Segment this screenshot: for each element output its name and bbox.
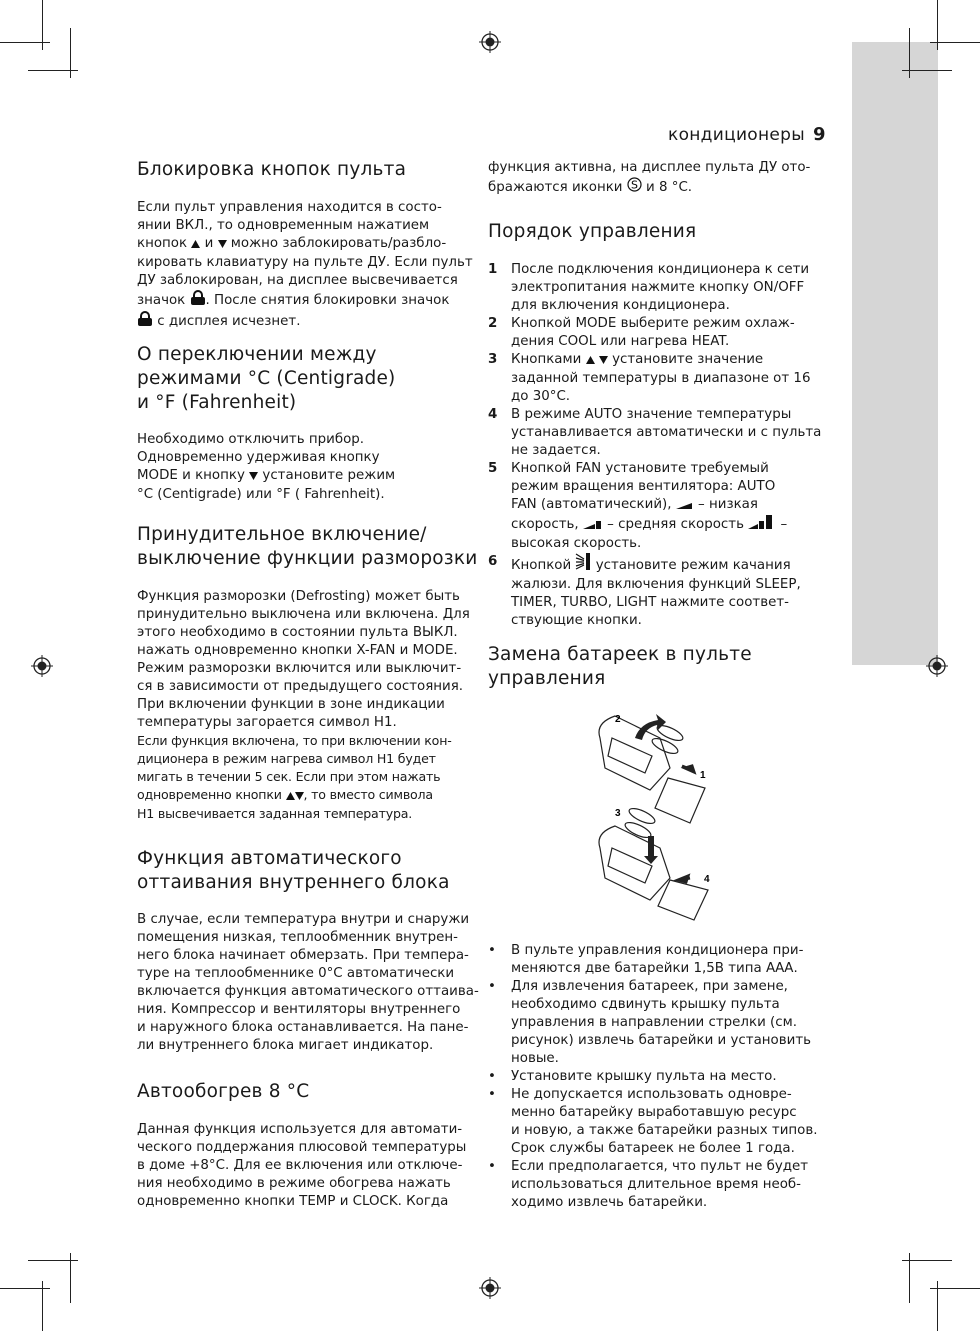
text-segment: меняются две батарейки 1,5В типа ААА. xyxy=(511,961,798,976)
text-line xyxy=(511,424,821,442)
text-segment: янии ВКЛ., то одновременным нажатием xyxy=(137,218,430,233)
text-segment: новые. xyxy=(511,1051,559,1066)
section-tab xyxy=(852,42,938,665)
text-line xyxy=(511,535,821,553)
text-segment: Если функция включена, то при включении кон- xyxy=(137,733,452,748)
text-line xyxy=(511,478,821,496)
heading-line: Автообогрев 8 °С xyxy=(137,1081,310,1102)
heading-line: оттаивания внутреннего блока xyxy=(137,872,450,893)
text-line xyxy=(137,732,470,750)
bullet-item xyxy=(488,1086,818,1158)
step-number: 5 xyxy=(488,461,498,476)
text-line xyxy=(137,217,473,235)
text-line xyxy=(511,351,821,370)
section-heading xyxy=(137,158,406,182)
text-segment: можно заблокировать/разбло- xyxy=(226,236,447,251)
continued-paragraph xyxy=(488,159,810,198)
text-segment: одновременно кнопки TEMP и CLOCK. Когда xyxy=(137,1194,449,1209)
fan-low-icon xyxy=(676,497,694,515)
body-paragraph xyxy=(137,431,395,504)
text-segment: Необходимо отключить прибор. xyxy=(137,432,365,447)
text-line xyxy=(511,297,821,315)
bullet-icon: • xyxy=(488,943,496,958)
operation-heading-wrap xyxy=(488,220,696,244)
text-line xyxy=(511,1086,818,1104)
text-line xyxy=(137,947,479,965)
text-segment: нажать одновременно кнопки X-FAN и MODE. xyxy=(137,643,458,658)
text-segment: ли внутреннего блока мигает индикатор. xyxy=(137,1038,434,1053)
text-segment: Установите крышку пульта на место. xyxy=(511,1069,777,1084)
text-segment: до 30°С. xyxy=(511,389,571,404)
body-paragraph xyxy=(137,1121,466,1211)
text-segment: туре на теплообменнике 0°С автоматически xyxy=(137,966,455,981)
text-segment: Для извлечения батареек, при замене, xyxy=(511,979,788,994)
down-icon xyxy=(218,236,227,254)
text-segment: , то вместо символа xyxy=(303,787,433,802)
text-segment: Данная функция используется для автомати- xyxy=(137,1122,463,1137)
battery-heading xyxy=(488,643,752,691)
text-segment: установите режим качания xyxy=(591,558,791,573)
text-segment: ния. Компрессор и вентиляторы внутреннего xyxy=(137,1002,461,1017)
text-segment: и xyxy=(200,236,218,251)
text-line xyxy=(511,1140,818,1158)
figure-label-1: 1 xyxy=(700,770,706,781)
text-line xyxy=(511,333,821,351)
text-segment: ся в зависимости от предыдущего состояния. xyxy=(137,679,464,694)
step-number: 6 xyxy=(488,554,498,569)
text-line xyxy=(137,965,479,983)
text-segment: менно батарейку выработавшую ресурс xyxy=(511,1105,797,1120)
text-line xyxy=(511,1158,818,1176)
text-line xyxy=(511,1050,818,1068)
text-segment: установите значение xyxy=(607,352,764,367)
text-line xyxy=(511,315,821,333)
down-icon xyxy=(249,468,258,486)
text-segment: ствующие кнопки. xyxy=(511,613,642,628)
bullet-icon: • xyxy=(488,1159,496,1174)
body-paragraph xyxy=(137,911,479,1055)
text-line xyxy=(511,370,821,388)
text-line xyxy=(137,486,395,504)
text-line xyxy=(137,1157,466,1175)
text-segment: Одновременно удерживая кнопку xyxy=(137,450,380,465)
text-line xyxy=(137,606,470,624)
text-segment: него блока начинает обмерзать. При темпера- xyxy=(137,948,469,963)
section-heading xyxy=(137,1080,309,1104)
text-line xyxy=(511,1068,818,1086)
text-line xyxy=(137,272,473,290)
text-segment: кировать клавиатуру на пульте ДУ. Если пульт xyxy=(137,255,473,270)
operation-heading: Порядок управления xyxy=(488,221,697,242)
text-line xyxy=(137,1139,466,1157)
text-line xyxy=(137,1121,466,1139)
text-segment: Срок службы батареек не более 1 года. xyxy=(511,1141,795,1156)
bullet-item xyxy=(488,1158,818,1212)
text-line xyxy=(511,406,821,424)
registration-mark-top xyxy=(479,31,501,53)
text-segment: – xyxy=(776,517,788,532)
text-segment: FAN (автоматический), xyxy=(511,497,676,512)
numbered-step xyxy=(488,406,821,460)
text-line xyxy=(137,624,470,642)
bullet-icon: • xyxy=(488,979,496,994)
text-line xyxy=(511,1176,818,1194)
header-title: кондиционеры xyxy=(668,125,805,145)
text-segment: Не допускается использовать одновре- xyxy=(511,1087,792,1102)
step-number: 1 xyxy=(488,262,498,277)
text-segment: функция активна, на дисплее пульта ДУ ото- xyxy=(488,160,811,175)
text-line xyxy=(511,1032,818,1050)
text-segment: В режиме AUTO значение температуры xyxy=(511,407,792,422)
text-segment: После подключения кондиционера к сети xyxy=(511,262,810,277)
text-line xyxy=(137,750,470,768)
up-icon xyxy=(286,787,295,805)
text-segment: Кнопкой FAN установите требуемый xyxy=(511,461,769,476)
text-line xyxy=(511,279,821,297)
numbered-step xyxy=(488,351,821,406)
text-segment: ходимо извлечь батарейки. xyxy=(511,1195,708,1210)
running-header xyxy=(668,124,826,145)
text-line xyxy=(137,290,473,311)
text-line xyxy=(511,576,821,594)
text-line xyxy=(137,660,470,678)
text-segment: включается функция автоматического оттаива- xyxy=(137,984,479,999)
text-line xyxy=(137,431,395,449)
text-segment: необходимо сдвинуть крышку пульта xyxy=(511,997,780,1012)
text-segment: TIMER, TURBO, LIGHT нажмите соответ- xyxy=(511,595,789,610)
text-segment: MODE и кнопку xyxy=(137,468,250,483)
text-segment: Если предполагается, что пульт не будет xyxy=(511,1159,809,1174)
text-line xyxy=(511,1122,818,1140)
text-segment: жалюзи. Для включения функций SLEEP, xyxy=(511,577,801,592)
swing-icon xyxy=(575,553,591,576)
section-heading xyxy=(137,523,477,571)
heading-line: Блокировка кнопок пульта xyxy=(137,159,407,180)
heading-line: и °F (Fahrenheit) xyxy=(137,392,297,413)
text-segment: этого необходимо в состоянии пульта ВЫКЛ. xyxy=(137,625,458,640)
text-line xyxy=(137,983,479,1001)
text-line xyxy=(137,911,479,929)
text-line xyxy=(137,642,470,660)
text-line xyxy=(137,467,395,486)
figure-label-4: 4 xyxy=(704,874,710,885)
heading-line: О переключении между xyxy=(137,344,377,365)
text-segment: Режим разморозки включится или выключит- xyxy=(137,661,462,676)
fan-mid-icon xyxy=(583,517,603,535)
text-segment: В пульте управления кондиционера при- xyxy=(511,943,804,958)
text-line xyxy=(137,254,473,272)
text-segment: В случае, если температура внутри и снаружи xyxy=(137,912,470,927)
text-line xyxy=(137,929,479,947)
text-segment: Функция разморозки (Defrosting) может быть xyxy=(137,589,460,604)
text-line xyxy=(511,978,818,996)
text-line xyxy=(511,442,821,460)
text-line xyxy=(137,1001,479,1019)
numbered-step xyxy=(488,553,821,630)
text-line xyxy=(511,1194,818,1212)
text-segment: мигать в течении 5 сек. Если при этом нажать xyxy=(137,769,441,784)
text-segment: бражаются иконки xyxy=(488,180,627,195)
text-line xyxy=(137,588,470,606)
text-segment: одновременно кнопки xyxy=(137,787,286,802)
section-heading xyxy=(137,343,395,415)
lock-icon xyxy=(190,290,206,311)
section-heading xyxy=(137,847,450,895)
text-segment: температуры загорается символ H1. xyxy=(137,715,397,730)
text-line xyxy=(137,449,395,467)
text-line xyxy=(511,942,818,960)
text-segment: ДУ заблокирован, на дисплее высвечивается xyxy=(137,273,458,288)
s-circle-icon xyxy=(627,177,642,198)
up-icon xyxy=(586,352,595,370)
bullet-icon: • xyxy=(488,1087,496,1102)
text-line xyxy=(137,696,470,714)
battery-bullet-list xyxy=(488,942,818,1212)
text-segment: – низкая xyxy=(693,497,758,512)
body-paragraph xyxy=(137,588,470,823)
numbered-step xyxy=(488,261,821,315)
numbered-step xyxy=(488,315,821,351)
text-segment: принудительно выключена или включена. Для xyxy=(137,607,470,622)
page-number: 9 xyxy=(813,124,826,145)
text-line xyxy=(511,553,821,576)
battery-replacement-figure xyxy=(590,708,725,923)
text-line xyxy=(511,1014,818,1032)
text-segment: в доме +8°С. Для ее включения или отключе- xyxy=(137,1158,463,1173)
bullet-item xyxy=(488,1068,818,1086)
text-line xyxy=(511,515,821,535)
text-line xyxy=(137,1193,466,1211)
text-line xyxy=(511,960,818,978)
text-segment: . После снятия блокировки значок xyxy=(205,293,450,308)
heading-line: Принудительное включение/ xyxy=(137,524,427,545)
text-segment: установите режим xyxy=(258,468,396,483)
figure-label-3: 3 xyxy=(615,808,621,819)
registration-mark-right xyxy=(926,655,948,677)
text-segment: ния необходимо в режиме обогрева нажать xyxy=(137,1176,451,1191)
text-line xyxy=(137,768,470,786)
text-segment: °C (Centigrade) или °F ( Fahrenheit). xyxy=(137,487,385,502)
heading-line: Замена батареек в пульте xyxy=(488,644,752,665)
text-line xyxy=(137,1175,466,1193)
text-segment: дения COOL или нагрева HEAT. xyxy=(511,334,730,349)
text-segment: Если пульт управления находится в состо- xyxy=(137,200,442,215)
text-segment: использоваться длительное время необ- xyxy=(511,1177,802,1192)
down-icon xyxy=(295,787,304,805)
text-line xyxy=(511,496,821,515)
text-segment: электропитания нажмите кнопку ON/OFF xyxy=(511,280,805,295)
text-segment: высокая скорость. xyxy=(511,536,642,551)
text-line xyxy=(488,177,810,198)
up-icon xyxy=(191,236,200,254)
text-line xyxy=(137,1019,479,1037)
heading-line: управления xyxy=(488,668,606,689)
text-segment: значок xyxy=(137,293,190,308)
step-number: 4 xyxy=(488,407,498,422)
lock-icon xyxy=(137,311,153,332)
text-line xyxy=(137,235,473,254)
heading-line: Функция автоматического xyxy=(137,848,402,869)
text-segment: Кнопкой MODE выберите режим охлаж- xyxy=(511,316,795,331)
text-segment: скорость, xyxy=(511,517,583,532)
step-number: 3 xyxy=(488,352,498,367)
text-line xyxy=(137,1037,479,1055)
text-segment: и 8 °С. xyxy=(641,180,693,195)
text-line xyxy=(137,199,473,217)
text-segment: помещения низкая, теплообменник внутрен- xyxy=(137,930,458,945)
text-segment: – средняя скорость xyxy=(602,517,749,532)
figure-label-2: 2 xyxy=(615,714,621,725)
text-line xyxy=(137,311,473,332)
registration-mark-left xyxy=(31,655,53,677)
operation-list xyxy=(488,261,821,630)
text-segment: При включении функции в зоне индикации xyxy=(137,697,445,712)
text-line xyxy=(137,805,470,823)
text-segment: H1 высвечивается заданная температура. xyxy=(137,806,413,821)
text-segment: и наружного блока останавливается. На пане- xyxy=(137,1020,469,1035)
text-segment: режим вращения вентилятора: AUTO xyxy=(511,479,776,494)
text-segment: Кнопками xyxy=(511,352,586,367)
text-line xyxy=(511,1104,818,1122)
text-line xyxy=(488,159,810,177)
text-line xyxy=(511,612,821,630)
text-line xyxy=(137,786,470,805)
text-line xyxy=(137,678,470,696)
down-icon xyxy=(599,352,608,370)
bullet-icon: • xyxy=(488,1069,496,1084)
body-paragraph xyxy=(137,199,473,332)
text-segment: диционера в режим нагрева символ H1 будет xyxy=(137,751,436,766)
text-segment: устанавливается автоматически и с пульта xyxy=(511,425,822,440)
text-segment: не задается. xyxy=(511,443,601,458)
text-line xyxy=(511,594,821,612)
text-segment: для включения кондиционера. xyxy=(511,298,730,313)
text-segment: и новую, а также батарейки разных типов. xyxy=(511,1123,818,1138)
fan-high-icon xyxy=(748,515,776,535)
bullet-item xyxy=(488,942,818,978)
text-line xyxy=(511,460,821,478)
text-segment: кнопок xyxy=(137,236,192,251)
text-segment: управления в направлении стрелки (см. xyxy=(511,1015,797,1030)
svg-text:S: S xyxy=(630,178,638,192)
text-segment: с дисплея исчезнет. xyxy=(153,314,301,329)
text-line xyxy=(137,714,470,732)
text-line xyxy=(511,388,821,406)
text-segment: заданной температуры в диапазоне от 16 xyxy=(511,371,811,386)
text-line xyxy=(511,261,821,279)
step-number: 2 xyxy=(488,316,498,331)
bullet-item xyxy=(488,978,818,1068)
numbered-step xyxy=(488,460,821,553)
text-line xyxy=(511,996,818,1014)
text-segment: рисунок) извлечь батарейки и установить xyxy=(511,1033,812,1048)
heading-line: выключение функции разморозки xyxy=(137,548,478,569)
text-segment: ческого поддержания плюсовой температуры xyxy=(137,1140,467,1155)
heading-line: режимами °С (Centigrade) xyxy=(137,368,396,389)
text-segment: Кнопкой xyxy=(511,558,576,573)
registration-mark-bottom xyxy=(479,1277,501,1299)
